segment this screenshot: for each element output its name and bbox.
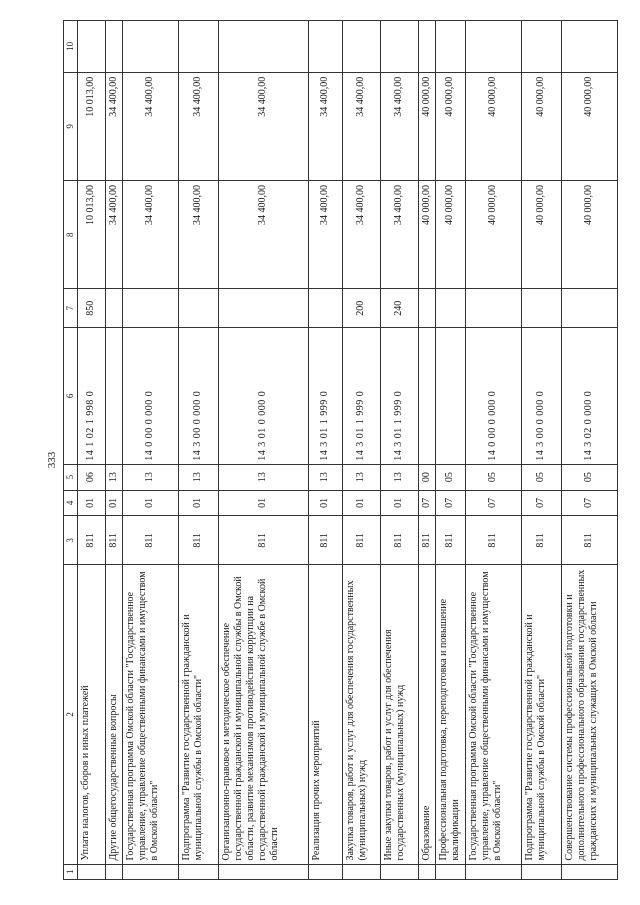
amount-cell: 34 400,00 <box>218 181 308 289</box>
amount-cell <box>105 21 122 73</box>
row-name-cell: Другие общегосударственные вопросы <box>105 565 122 864</box>
amount-cell: 34 400,00 <box>178 72 218 180</box>
subsection-cell: 13 <box>105 464 122 490</box>
row-name-cell: Организационно-правовое и методическое обеспечение государственной гражданской и муниципальной службы в Омской области, развитие механизмов противодействия коррупции на государственной гражданской и муниципальной службе в Омской области <box>218 565 308 864</box>
amount-cell: 40 000,00 <box>561 181 617 289</box>
row-name-cell: Совершенствование системы профессиональной подготовки и дополнительного профессионального образования государственных гражданских и муниципальных служащих в Омской области <box>561 565 617 864</box>
table-row <box>77 21 105 880</box>
row-marker-cell <box>105 864 122 879</box>
row-marker-cell <box>521 864 561 879</box>
table-row <box>521 21 561 880</box>
header-cell: 3 <box>64 516 78 565</box>
section-cell: 01 <box>77 490 105 516</box>
amount-cell <box>122 21 178 73</box>
expense-type-cell <box>218 289 308 328</box>
code-cell: 811 <box>178 516 218 565</box>
row-marker-cell <box>435 864 465 879</box>
amount-cell: 34 400,00 <box>105 72 122 180</box>
amount-cell: 34 400,00 <box>218 72 308 180</box>
amount-cell: 10 013,00 <box>77 181 105 289</box>
table-row <box>122 21 178 880</box>
section-cell: 01 <box>380 490 418 516</box>
row-marker-cell <box>122 864 178 879</box>
amount-cell: 40 000,00 <box>465 181 521 289</box>
section-cell: 01 <box>308 490 342 516</box>
amount-cell <box>521 21 561 73</box>
section-cell: 07 <box>465 490 521 516</box>
target-article-cell: 14 0 00 0 000 0 <box>465 328 521 465</box>
code-cell: 811 <box>521 516 561 565</box>
amount-cell: 34 400,00 <box>308 181 342 289</box>
expense-type-cell: 240 <box>380 289 418 328</box>
section-cell: 01 <box>122 490 178 516</box>
row-name-cell: Государственная программа Омской области "Государственное управление, управление общественными финансами и имуществом в Омской области" <box>122 565 178 864</box>
section-cell: 07 <box>418 490 435 516</box>
row-name-cell: Профессиональная подготовка, переподготовка и повышение квалификации <box>435 565 465 864</box>
amount-cell: 34 400,00 <box>122 72 178 180</box>
section-cell: 07 <box>435 490 465 516</box>
subsection-cell: 05 <box>561 464 617 490</box>
row-marker-cell <box>380 864 418 879</box>
code-cell: 811 <box>465 516 521 565</box>
amount-cell <box>308 21 342 73</box>
amount-cell <box>465 21 521 73</box>
row-name-cell: Реализация прочих мероприятий <box>308 565 342 864</box>
code-cell: 811 <box>380 516 418 565</box>
amount-cell <box>178 21 218 73</box>
header-row <box>64 21 78 880</box>
table-row <box>435 21 465 880</box>
section-cell: 07 <box>561 490 617 516</box>
table-body <box>64 21 618 880</box>
amount-cell <box>418 21 435 73</box>
header-cell: 10 <box>64 21 78 73</box>
code-cell: 811 <box>122 516 178 565</box>
row-name-cell: Уплата налогов, сборов и иных платежей <box>77 565 105 864</box>
section-cell: 01 <box>178 490 218 516</box>
header-cell: 6 <box>64 328 78 465</box>
subsection-cell: 13 <box>122 464 178 490</box>
expense-type-cell <box>465 289 521 328</box>
row-marker-cell <box>218 864 308 879</box>
code-cell: 811 <box>418 516 435 565</box>
row-marker-cell <box>77 864 105 879</box>
amount-cell <box>218 21 308 73</box>
amount-cell <box>561 21 617 73</box>
amount-cell: 34 400,00 <box>342 181 380 289</box>
page-number: 333 <box>46 451 58 469</box>
header-cell: 7 <box>64 289 78 328</box>
amount-cell <box>380 21 418 73</box>
target-article-cell: 14 0 00 0 000 0 <box>122 328 178 465</box>
amount-cell: 34 400,00 <box>178 181 218 289</box>
subsection-cell: 13 <box>380 464 418 490</box>
expense-type-cell <box>418 289 435 328</box>
subsection-cell: 06 <box>77 464 105 490</box>
amount-cell: 34 400,00 <box>308 72 342 180</box>
subsection-cell: 13 <box>342 464 380 490</box>
section-cell: 01 <box>218 490 308 516</box>
code-cell: 811 <box>435 516 465 565</box>
expense-type-cell <box>521 289 561 328</box>
row-name-cell: Закупка товаров, работ и услуг для обеспечения государственных (муниципальных) нужд <box>342 565 380 864</box>
expense-type-cell <box>308 289 342 328</box>
table-row <box>561 21 617 880</box>
amount-cell: 40 000,00 <box>418 72 435 180</box>
header-cell: 5 <box>64 464 78 490</box>
amount-cell <box>342 21 380 73</box>
subsection-cell: 05 <box>521 464 561 490</box>
amount-cell: 34 400,00 <box>380 72 418 180</box>
expense-type-cell <box>178 289 218 328</box>
amount-cell: 34 400,00 <box>122 181 178 289</box>
amount-cell: 34 400,00 <box>105 181 122 289</box>
amount-cell: 40 000,00 <box>435 181 465 289</box>
table-row <box>218 21 308 880</box>
row-name-cell: Государственная программа Омской области "Государственное управление, управление общественными финансами и имуществом в Омской области" <box>465 565 521 864</box>
row-marker-cell <box>465 864 521 879</box>
amount-cell: 40 000,00 <box>465 72 521 180</box>
row-marker-cell <box>418 864 435 879</box>
row-name-cell: Иные закупки товаров, работ и услуг для обеспечения государственных (муниципальных) нужд <box>380 565 418 864</box>
header-cell: 2 <box>64 565 78 864</box>
section-cell: 01 <box>342 490 380 516</box>
row-marker-cell <box>308 864 342 879</box>
budget-table <box>63 20 618 880</box>
target-article-cell: 14 3 01 1 999 0 <box>308 328 342 465</box>
amount-cell: 40 000,00 <box>418 181 435 289</box>
amount-cell <box>77 21 105 73</box>
table-row <box>105 21 122 880</box>
amount-cell: 34 400,00 <box>380 181 418 289</box>
subsection-cell: 05 <box>435 464 465 490</box>
table-row <box>342 21 380 880</box>
subsection-cell: 13 <box>308 464 342 490</box>
target-article-cell <box>418 328 435 465</box>
subsection-cell: 13 <box>178 464 218 490</box>
target-article-cell: 14 3 01 1 999 0 <box>342 328 380 465</box>
subsection-cell: 00 <box>418 464 435 490</box>
amount-cell: 40 000,00 <box>521 181 561 289</box>
budget-table-container <box>63 20 603 880</box>
amount-cell: 40 000,00 <box>435 72 465 180</box>
code-cell: 811 <box>561 516 617 565</box>
target-article-cell: 14 3 01 1 999 0 <box>380 328 418 465</box>
code-cell: 811 <box>342 516 380 565</box>
table-row <box>178 21 218 880</box>
target-article-cell <box>105 328 122 465</box>
expense-type-cell: 200 <box>342 289 380 328</box>
table-row <box>308 21 342 880</box>
code-cell: 811 <box>218 516 308 565</box>
target-article-cell: 14 1 02 1 998 0 <box>77 328 105 465</box>
row-name-cell: Подпрограмма "Развитие государственной гражданской и муниципальной службы в Омской области" <box>178 565 218 864</box>
amount-cell <box>435 21 465 73</box>
code-cell: 811 <box>308 516 342 565</box>
header-cell: 1 <box>64 864 78 879</box>
target-article-cell: 14 3 02 0 000 0 <box>561 328 617 465</box>
target-article-cell: 14 3 01 0 000 0 <box>218 328 308 465</box>
target-article-cell: 14 3 00 0 000 0 <box>178 328 218 465</box>
amount-cell: 40 000,00 <box>521 72 561 180</box>
header-cell: 8 <box>64 181 78 289</box>
expense-type-cell <box>105 289 122 328</box>
subsection-cell: 05 <box>465 464 521 490</box>
expense-type-cell: 850 <box>77 289 105 328</box>
expense-type-cell <box>435 289 465 328</box>
row-name-cell: Образование <box>418 565 435 864</box>
expense-type-cell <box>122 289 178 328</box>
section-cell: 01 <box>105 490 122 516</box>
table-row <box>380 21 418 880</box>
row-marker-cell <box>342 864 380 879</box>
target-article-cell <box>435 328 465 465</box>
header-cell: 4 <box>64 490 78 516</box>
expense-type-cell <box>561 289 617 328</box>
code-cell: 811 <box>77 516 105 565</box>
code-cell: 811 <box>105 516 122 565</box>
row-name-cell: Подпрограмма "Развитие государственной гражданской и муниципальной службы в Омской области" <box>521 565 561 864</box>
amount-cell: 10 013,00 <box>77 72 105 180</box>
table-row <box>465 21 521 880</box>
section-cell: 07 <box>521 490 561 516</box>
header-cell: 9 <box>64 72 78 180</box>
amount-cell: 34 400,00 <box>342 72 380 180</box>
target-article-cell: 14 3 00 0 000 0 <box>521 328 561 465</box>
subsection-cell: 13 <box>218 464 308 490</box>
row-marker-cell <box>178 864 218 879</box>
row-marker-cell <box>561 864 617 879</box>
table-row <box>418 21 435 880</box>
amount-cell: 40 000,00 <box>561 72 617 180</box>
